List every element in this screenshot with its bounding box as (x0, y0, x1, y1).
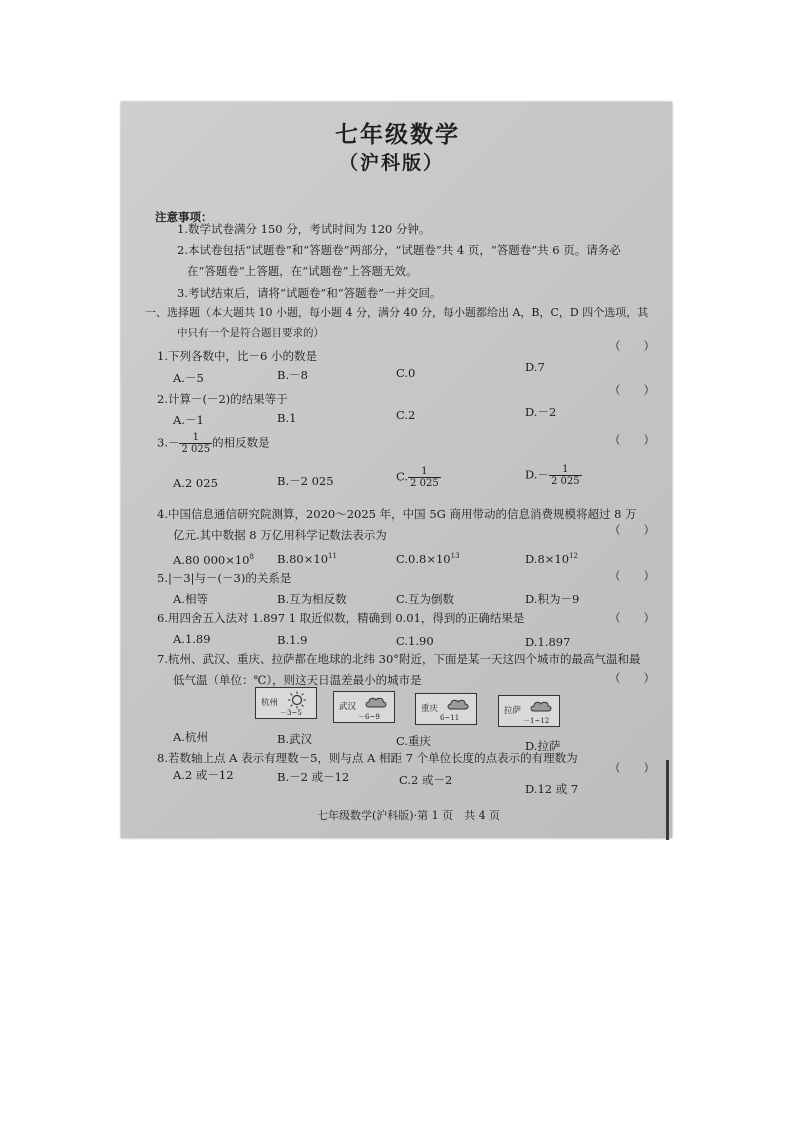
weather-card-chongqing (415, 693, 477, 725)
page-footer: 七年级数学(沪科版)·第 1 页 共 4 页 (317, 809, 501, 822)
option: D.7 (525, 360, 545, 374)
notice-item: 在“答题卷”上答题，在“试题卷”上答题无效。 (187, 264, 418, 278)
fraction: $\frac{1}{2 025}$ (181, 432, 211, 455)
answer-paren: （ ） (609, 433, 655, 447)
option: D.12 或 7 (525, 782, 579, 796)
question-stem-cont: 亿元.其中数据 8 万亿用科学记数法表示为 (173, 528, 387, 542)
weather-card-hangzhou (255, 687, 317, 719)
fraction: $\frac{1}{2 025}$ (550, 464, 580, 487)
option: D.－2 (525, 405, 557, 419)
option: $C.0.8\times 10^{13}$ (396, 551, 460, 566)
option: A.1.89 (173, 632, 211, 646)
option: $B.80\times 10^{11}$ (277, 551, 337, 566)
option: B.－2 025 (277, 474, 334, 488)
section-heading-cont: 中只有一个是符合题目要求的） (177, 327, 324, 339)
option: D.拉萨 (525, 739, 561, 753)
answer-paren: （ ） (609, 523, 655, 537)
option: A.2 或－12 (173, 768, 234, 782)
answer-paren: （ ） (609, 671, 655, 685)
answer-paren: （ ） (609, 611, 655, 625)
option: D.－ $\frac{1}{2 025}$ (525, 464, 580, 487)
answer-paren: （ ） (609, 339, 655, 353)
option: C.2 (396, 408, 416, 422)
weather-card-wuhan (333, 691, 395, 723)
option: D.积为－9 (525, 592, 580, 606)
option: C.1.90 (396, 634, 434, 648)
weather-temp: －1~12 (523, 717, 550, 725)
question-stem: 5.|－3|与－(－3)的关系是 (157, 571, 292, 585)
cloud-icon (446, 697, 470, 711)
option: A.80 $000\times 10^8$ (173, 552, 254, 567)
answer-paren: （ ） (609, 569, 655, 583)
weather-city: 拉萨 (504, 706, 522, 716)
option: C.重庆 (396, 734, 432, 748)
option: A.－5 (173, 371, 204, 385)
option: $D.8\times 10^{12}$ (525, 551, 578, 566)
option: C. $\frac{1}{2 025}$ (396, 466, 439, 489)
notice-item: 1.数学试卷满分 150 分，考试时间为 120 分钟。 (177, 222, 431, 236)
option: B.－8 (277, 368, 308, 382)
option: B.－2 或－12 (277, 770, 350, 784)
weather-card-lhasa (498, 695, 560, 727)
fraction: $\frac{1}{2 025}$ (410, 466, 439, 489)
weather-temp: －6~9 (358, 713, 380, 721)
option: C.0 (396, 366, 416, 380)
notice-heading: 注意事项： (155, 210, 213, 224)
notice-item: 3.考试结束后，请将“试题卷”和“答题卷”一并交回。 (177, 286, 442, 300)
answer-paren: （ ） (609, 761, 655, 775)
cloud-icon (529, 699, 553, 713)
question-stem: 1.下列各数中，比－6 小的数是 (157, 349, 317, 363)
question-stem: 4.中国信息通信研究院测算，2020～2025 年，中国 5G 商用带动的信息消费规模将超过 8 万 (157, 507, 637, 521)
weather-temp: 6~11 (440, 714, 460, 722)
cloud-icon (364, 695, 388, 709)
sheet-edge-shadow (666, 760, 669, 840)
section-heading: 一、选择题（本大题共 10 小题，每小题 4 分，满分 40 分，每小题都给出 A，B，C，D 四个选项，其 (145, 306, 649, 319)
option: C.2 或－2 (399, 773, 453, 787)
paper-subtitle: （沪科版） (339, 152, 445, 174)
question-stem: 7.杭州、武汉、重庆、拉萨都在地球的北纬 30°附近，下面是某一天这四个城市的最高气温和最 (157, 652, 641, 666)
sun-icon (286, 691, 308, 709)
option: B.互为相反数 (277, 592, 347, 606)
option: A.2 025 (173, 476, 218, 490)
notice-item: 2.本试卷包括“试题卷”和“答题卷”两部分，“试题卷”共 4 页，“答题卷”共 6 页。请务必 (177, 243, 621, 257)
weather-temp: －3~5 (280, 709, 302, 717)
weather-city: 杭州 (261, 698, 279, 708)
option: B.1.9 (277, 633, 308, 647)
question-stem: 2.计算－(－2)的结果等于 (157, 392, 288, 406)
option: D.1.897 (525, 635, 571, 649)
question-stem: 6.用四舍五入法对 1.897 1 取近似数，精确到 0.01，得到的正确结果是 (157, 611, 525, 625)
paper-title: 七年级数学 (335, 121, 460, 148)
option: A.杭州 (173, 730, 208, 744)
option: B.武汉 (277, 732, 313, 746)
weather-city: 重庆 (421, 704, 439, 714)
question-stem: 8.若数轴上点 A 表示有理数－5，则与点 A 相距 7 个单位长度的点表示的有理数为 (157, 751, 578, 765)
option: A.相等 (173, 592, 208, 606)
option: A.－1 (173, 413, 204, 427)
question-stem-cont: 低气温（单位：℃），则这天日温差最小的城市是 (173, 673, 422, 687)
weather-city: 武汉 (339, 702, 357, 712)
answer-paren: （ ） (609, 383, 655, 397)
question-stem: 3.－ $\frac{1}{2 025}$ 的相反数是 (157, 432, 270, 455)
option: C.互为倒数 (396, 592, 455, 606)
exam-paper-sheet (121, 102, 672, 838)
option: B.1 (277, 411, 297, 425)
